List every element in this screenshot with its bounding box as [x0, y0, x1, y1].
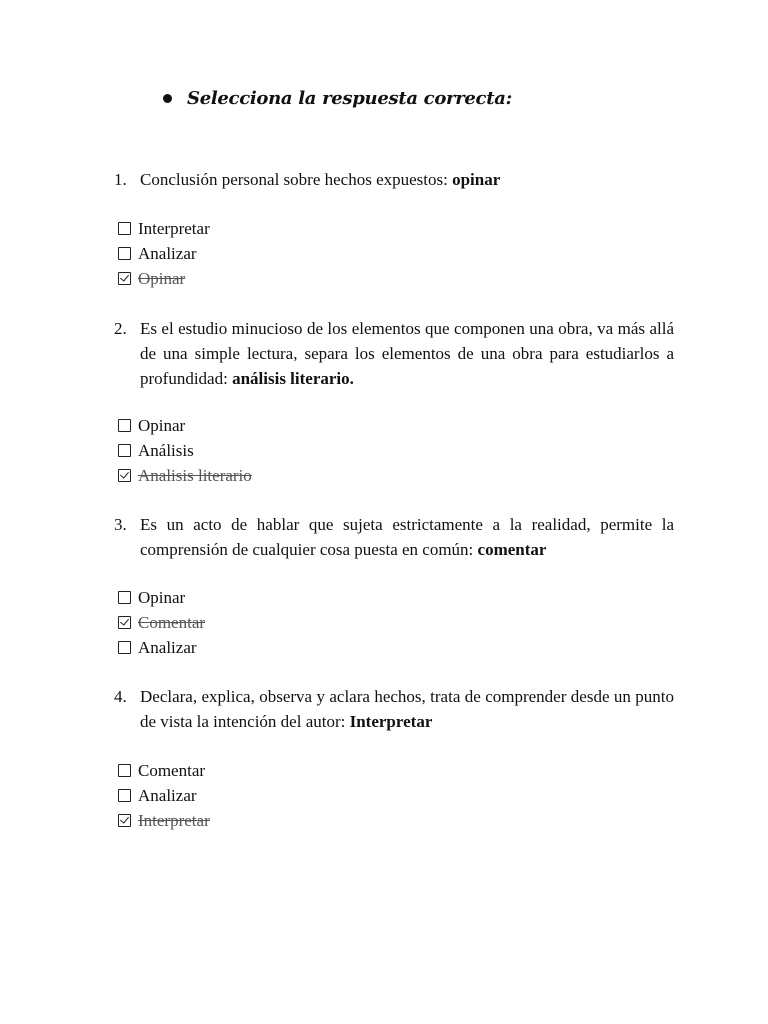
option-item[interactable] [118, 463, 252, 488]
checked-checkbox-icon[interactable] [118, 616, 131, 629]
question-1 [114, 167, 674, 192]
option-label: Opinar [138, 269, 186, 288]
option-label: Interpretar [138, 219, 210, 238]
checkbox-icon[interactable] [118, 444, 131, 457]
checkbox-icon[interactable] [118, 247, 131, 260]
checkbox-icon[interactable] [118, 789, 131, 802]
option-item[interactable] [118, 610, 205, 635]
option-label: Interpretar [138, 811, 210, 830]
option-item[interactable] [118, 413, 252, 438]
question-text: Es un acto de hablar que sujeta estrictamente a la realidad, permite la comprensión de cualquier cosa puesta en común: comentar [140, 515, 674, 559]
option-label: Comentar [138, 761, 206, 780]
option-item[interactable] [118, 216, 210, 241]
option-item[interactable] [118, 438, 252, 463]
question-3 [114, 512, 674, 562]
options-question-1 [118, 216, 210, 291]
question-number: 2. [114, 319, 127, 338]
question-4 [114, 684, 674, 734]
option-item[interactable] [118, 241, 210, 266]
question-text: Conclusión personal sobre hechos expuestos: opinar [140, 170, 501, 189]
option-item[interactable] [118, 635, 205, 660]
question-answer: análisis literario. [232, 369, 354, 388]
checked-checkbox-icon[interactable] [118, 469, 131, 482]
question-number: 4. [114, 687, 127, 706]
checkbox-icon[interactable] [118, 764, 131, 777]
option-item[interactable] [118, 783, 210, 808]
option-label: Analizar [138, 786, 197, 805]
question-answer: opinar [452, 170, 501, 189]
checkbox-icon[interactable] [118, 641, 131, 654]
option-label: Comentar [138, 613, 206, 632]
checkbox-icon[interactable] [118, 419, 131, 432]
option-item[interactable] [118, 266, 210, 291]
options-question-4 [118, 758, 210, 833]
option-item[interactable] [118, 808, 210, 833]
option-label: Analizar [138, 244, 197, 263]
question-2 [114, 316, 674, 391]
option-label: Análisis [138, 441, 194, 460]
question-number: 3. [114, 515, 127, 534]
question-text: Declara, explica, observa y aclara hechos, trata de comprender desde un punto de vista la intención del autor: Interpretar [140, 687, 674, 731]
checkbox-icon[interactable] [118, 222, 131, 235]
option-item[interactable] [118, 758, 210, 783]
question-text: Es el estudio minucioso de los elementos que componen una obra, va más allá de una simple lectura, separa los elementos de una obra para estudiarlos a profundidad: análisis literario. [140, 319, 674, 388]
option-label: Opinar [138, 416, 186, 435]
checkbox-icon[interactable] [118, 591, 131, 604]
heading-text: Selecciona la respuesta correcta: [187, 88, 512, 109]
option-label: Opinar [138, 588, 186, 607]
checked-checkbox-icon[interactable] [118, 272, 131, 285]
options-question-3 [118, 585, 205, 660]
option-label: Analizar [138, 638, 197, 657]
options-question-2 [118, 413, 252, 488]
question-number: 1. [114, 170, 127, 189]
checked-checkbox-icon[interactable] [118, 814, 131, 827]
instruction-heading [163, 88, 512, 109]
question-answer: Interpretar [349, 712, 433, 731]
option-item[interactable] [118, 585, 205, 610]
bullet-icon [163, 94, 172, 103]
option-label: Analisis literario [138, 466, 252, 485]
question-answer: comentar [477, 540, 547, 559]
